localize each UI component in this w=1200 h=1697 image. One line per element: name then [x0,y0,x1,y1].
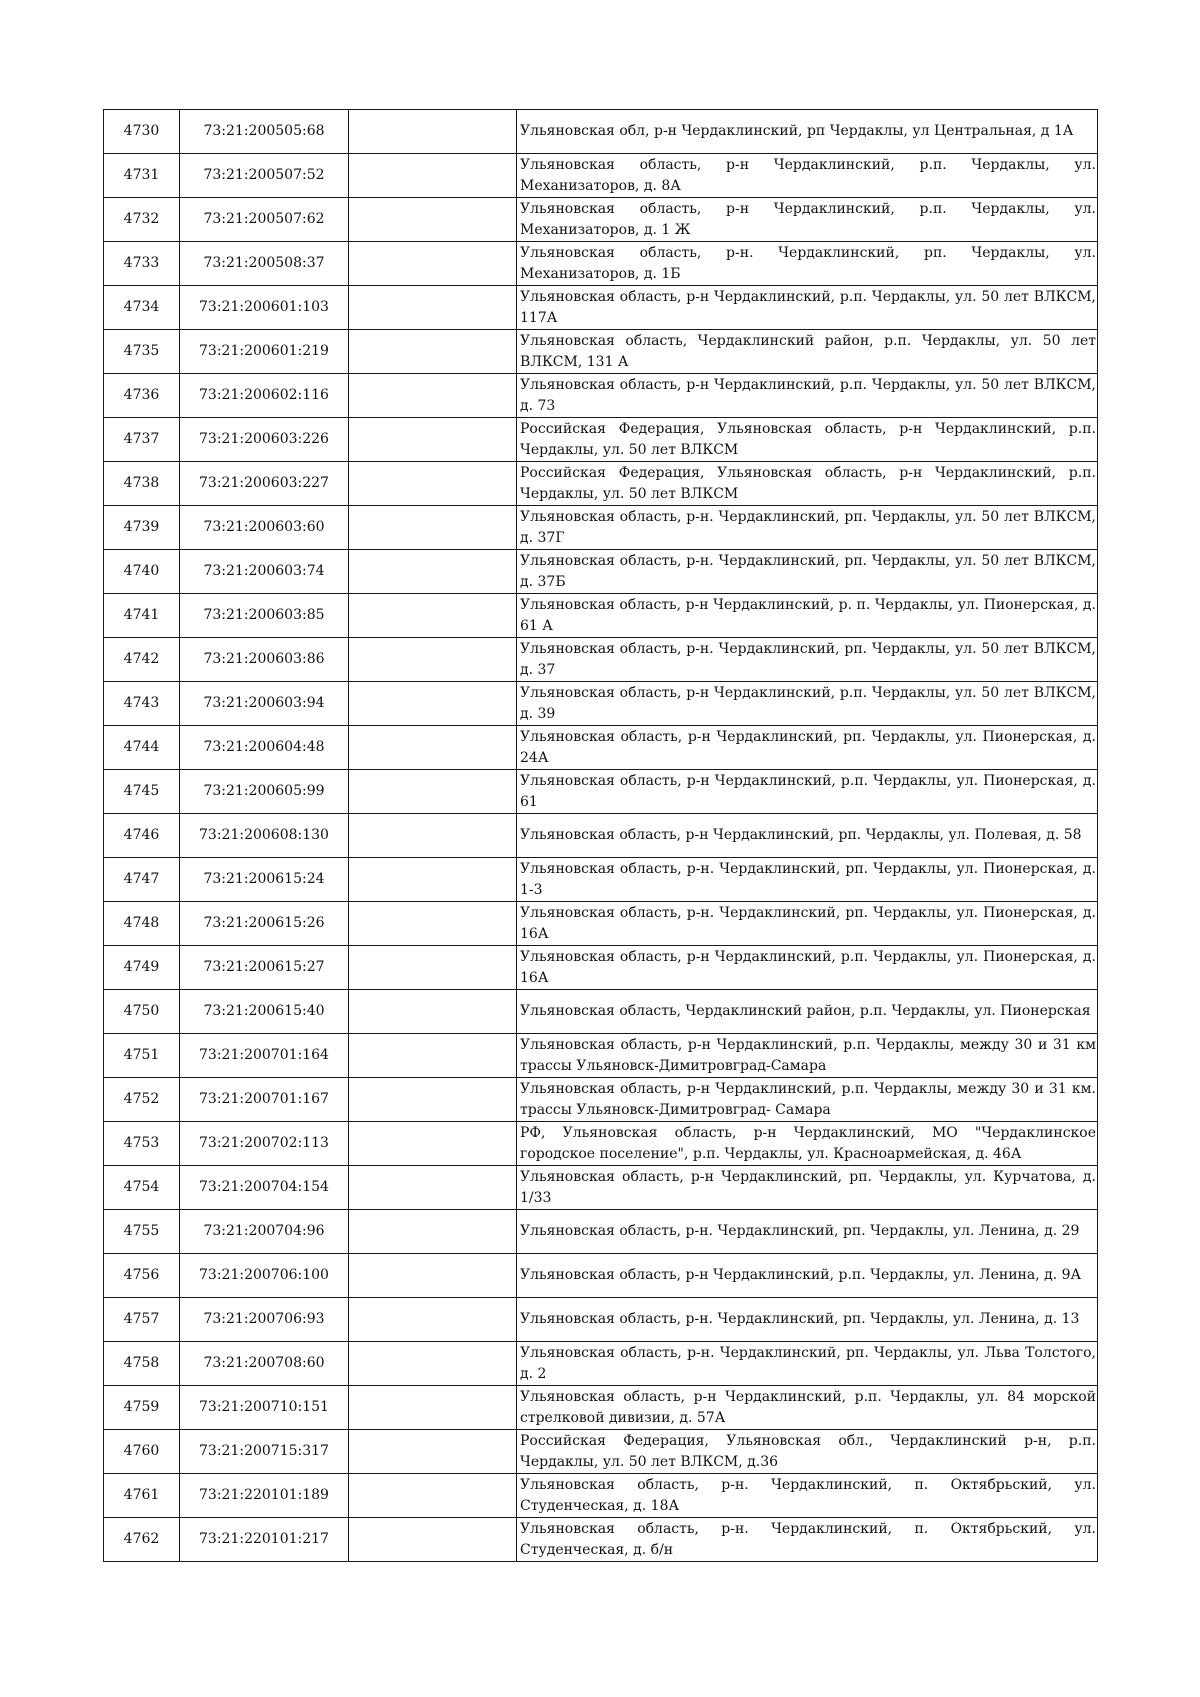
table-row [104,902,1098,946]
cadastral-number-cell: 73:21:200608:130 [180,814,349,858]
cadastral-number-cell: 73:21:200706:93 [180,1298,349,1342]
cadastral-number-cell: 73:21:200605:99 [180,770,349,814]
address-cell: Ульяновская область, р-н Чердаклинский, рп. Чердаклы, ул. Полевая, д. 58 [517,814,1098,858]
cadastral-number-cell: 73:21:200604:48 [180,726,349,770]
row-number-cell: 4761 [104,1474,180,1518]
cadastral-number-cell: 73:21:200715:317 [180,1430,349,1474]
address-cell: Ульяновская область, р-н. Чердаклинский, рп. Чердаклы, ул. 50 лет ВЛКСМ, д. 37 [517,638,1098,682]
row-number-cell: 4757 [104,1298,180,1342]
cadastral-number-cell: 73:21:200603:86 [180,638,349,682]
table-row [104,506,1098,550]
address-cell: Ульяновская область, Чердаклинский район, р.п. Чердаклы, ул. 50 лет ВЛКСМ, 131 А [517,330,1098,374]
address-cell: Ульяновская обл, р-н Чердаклинский, рп Чердаклы, ул Центральная, д 1А [517,110,1098,154]
object-name-cell [349,198,517,242]
cadastral-number-cell: 73:21:200603:74 [180,550,349,594]
address-cell: Ульяновская область, р-н Чердаклинский, р.п. Чердаклы, ул. 50 лет ВЛКСМ, д. 39 [517,682,1098,726]
address-cell: Ульяновская область, р-н. Чердаклинский, рп. Чердаклы, ул. 50 лет ВЛКСМ, д. 37Б [517,550,1098,594]
address-cell: Ульяновская область, Чердаклинский район, р.п. Чердаклы, ул. Пионерская [517,990,1098,1034]
address-cell: Ульяновская область, р-н. Чердаклинский, п. Октябрьский, ул. Студенческая, д. б/н [517,1518,1098,1562]
table-row [104,154,1098,198]
cadastral-number-cell: 73:21:200603:94 [180,682,349,726]
object-name-cell [349,330,517,374]
cadastral-number-cell: 73:21:200704:154 [180,1166,349,1210]
table-row [104,858,1098,902]
table-row [104,1518,1098,1562]
cadastral-number-cell: 73:21:200710:151 [180,1386,349,1430]
object-name-cell [349,1254,517,1298]
object-name-cell [349,462,517,506]
table-body [104,110,1098,1562]
address-cell: Ульяновская область, р-н. Чердаклинский, рп. Чердаклы, ул. 50 лет ВЛКСМ, д. 37Г [517,506,1098,550]
cadastral-number-cell: 73:21:220101:189 [180,1474,349,1518]
object-name-cell [349,990,517,1034]
address-cell: Ульяновская область, р-н Чердаклинский, рп. Чердаклы, ул. Курчатова, д. 1/33 [517,1166,1098,1210]
object-name-cell [349,858,517,902]
row-number-cell: 4743 [104,682,180,726]
row-number-cell: 4735 [104,330,180,374]
table-row [104,286,1098,330]
address-cell: Ульяновская область, р-н Чердаклинский, р.п. Чердаклы, между 30 и 31 км. трассы Ульяновск-Димитровград- Самара [517,1078,1098,1122]
cadastral-number-cell: 73:21:200701:167 [180,1078,349,1122]
table-row [104,550,1098,594]
address-cell: Ульяновская область, р-н Чердаклинский, р.п. Чердаклы, ул. Механизаторов, д. 1 Ж [517,198,1098,242]
address-cell: РФ, Ульяновская область, р-н Чердаклинский, МО "Чердаклинское городское поселение", р.п. Чердаклы, ул. Красноармейская, д. 46А [517,1122,1098,1166]
object-name-cell [349,1034,517,1078]
address-cell: Ульяновская область, р-н Чердаклинский, р.п. Чердаклы, ул. Ленина, д. 9А [517,1254,1098,1298]
cadastral-number-cell: 73:21:200615:24 [180,858,349,902]
cadastral-number-cell: 73:21:200603:227 [180,462,349,506]
row-number-cell: 4760 [104,1430,180,1474]
table-row [104,638,1098,682]
cadastral-number-cell: 73:21:200615:26 [180,902,349,946]
row-number-cell: 4751 [104,1034,180,1078]
row-number-cell: 4740 [104,550,180,594]
table-row [104,1386,1098,1430]
cadastral-number-cell: 73:21:200708:60 [180,1342,349,1386]
table-row [104,1122,1098,1166]
object-name-cell [349,594,517,638]
address-cell: Российская Федерация, Ульяновская область, р-н Чердаклинский, р.п. Чердаклы, ул. 50 лет ВЛКСМ [517,462,1098,506]
address-cell: Ульяновская область, р-н. Чердаклинский, рп. Чердаклы, ул. Ленина, д. 29 [517,1210,1098,1254]
row-number-cell: 4759 [104,1386,180,1430]
address-cell: Ульяновская область, р-н Чердаклинский, р. п. Чердаклы, ул. Пионерская, д. 61 А [517,594,1098,638]
row-number-cell: 4748 [104,902,180,946]
row-number-cell: 4733 [104,242,180,286]
address-cell: Ульяновская область, р-н. Чердаклинский, рп. Чердаклы, ул. Пионерская, д. 16А [517,902,1098,946]
row-number-cell: 4734 [104,286,180,330]
cadastral-number-cell: 73:21:200603:226 [180,418,349,462]
object-name-cell [349,550,517,594]
object-name-cell [349,242,517,286]
address-cell: Ульяновская область, р-н Чердаклинский, р.п. Чердаклы, ул. 50 лет ВЛКСМ, 117А [517,286,1098,330]
cadastral-number-cell: 73:21:200706:100 [180,1254,349,1298]
address-cell: Ульяновская область, р-н. Чердаклинский, рп. Чердаклы, ул. Механизаторов, д. 1Б [517,242,1098,286]
address-cell: Ульяновская область, р-н Чердаклинский, р.п. Чердаклы, ул. 84 морской стрелковой дивизии, д. 57А [517,1386,1098,1430]
object-name-cell [349,1342,517,1386]
table-row [104,110,1098,154]
row-number-cell: 4762 [104,1518,180,1562]
cadastral-number-cell: 73:21:200505:68 [180,110,349,154]
row-number-cell: 4745 [104,770,180,814]
table-row [104,1430,1098,1474]
row-number-cell: 4731 [104,154,180,198]
row-number-cell: 4739 [104,506,180,550]
cadastral-number-cell: 73:21:200603:60 [180,506,349,550]
address-cell: Ульяновская область, р-н Чердаклинский, р.п. Чердаклы, между 30 и 31 км трассы Ульяновск-Димитровград-Самара [517,1034,1098,1078]
property-table [103,109,1098,1562]
address-cell: Ульяновская область, р-н. Чердаклинский, рп. Чердаклы, ул. Пионерская, д. 1-3 [517,858,1098,902]
cadastral-number-cell: 73:21:200507:62 [180,198,349,242]
address-cell: Ульяновская область, р-н Чердаклинский, р.п. Чердаклы, ул. Пионерская, д. 16А [517,946,1098,990]
object-name-cell [349,1210,517,1254]
cadastral-number-cell: 73:21:200601:219 [180,330,349,374]
object-name-cell [349,374,517,418]
table-row [104,770,1098,814]
object-name-cell [349,1078,517,1122]
object-name-cell [349,726,517,770]
object-name-cell [349,506,517,550]
object-name-cell [349,1166,517,1210]
row-number-cell: 4738 [104,462,180,506]
object-name-cell [349,770,517,814]
row-number-cell: 4741 [104,594,180,638]
row-number-cell: 4732 [104,198,180,242]
row-number-cell: 4756 [104,1254,180,1298]
cadastral-number-cell: 73:21:200701:164 [180,1034,349,1078]
table-row [104,462,1098,506]
table-row [104,330,1098,374]
table-row [104,1254,1098,1298]
cadastral-number-cell: 73:21:200704:96 [180,1210,349,1254]
address-cell: Ульяновская область, р-н Чердаклинский, р.п. Чердаклы, ул. Механизаторов, д. 8А [517,154,1098,198]
row-number-cell: 4736 [104,374,180,418]
table-row [104,1078,1098,1122]
row-number-cell: 4750 [104,990,180,1034]
cadastral-number-cell: 73:21:200602:116 [180,374,349,418]
table-row [104,418,1098,462]
cadastral-number-cell: 73:21:200615:40 [180,990,349,1034]
object-name-cell [349,1474,517,1518]
table-row [104,1034,1098,1078]
object-name-cell [349,682,517,726]
address-cell: Ульяновская область, р-н. Чердаклинский, рп. Чердаклы, ул. Льва Толстого, д. 2 [517,1342,1098,1386]
row-number-cell: 4746 [104,814,180,858]
table-row [104,990,1098,1034]
object-name-cell [349,1298,517,1342]
cadastral-number-cell: 73:21:200507:52 [180,154,349,198]
address-cell: Российская Федерация, Ульяновская обл., Чердаклинский р-н, р.п. Чердаклы, ул. 50 лет ВЛКСМ, д.36 [517,1430,1098,1474]
address-cell: Ульяновская область, р-н Чердаклинский, р.п. Чердаклы, ул. Пионерская, д. 61 [517,770,1098,814]
cadastral-number-cell: 73:21:200603:85 [180,594,349,638]
row-number-cell: 4754 [104,1166,180,1210]
object-name-cell [349,814,517,858]
table-row [104,946,1098,990]
address-cell: Российская Федерация, Ульяновская область, р-н Чердаклинский, р.п. Чердаклы, ул. 50 лет ВЛКСМ [517,418,1098,462]
row-number-cell: 4744 [104,726,180,770]
row-number-cell: 4747 [104,858,180,902]
row-number-cell: 4755 [104,1210,180,1254]
object-name-cell [349,1430,517,1474]
address-cell: Ульяновская область, р-н. Чердаклинский, рп. Чердаклы, ул. Ленина, д. 13 [517,1298,1098,1342]
object-name-cell [349,946,517,990]
table-row [104,242,1098,286]
object-name-cell [349,418,517,462]
object-name-cell [349,1518,517,1562]
row-number-cell: 4742 [104,638,180,682]
table-row [104,1166,1098,1210]
table-row [104,1342,1098,1386]
row-number-cell: 4749 [104,946,180,990]
table-row [104,726,1098,770]
table-row [104,1210,1098,1254]
table-row [104,1474,1098,1518]
object-name-cell [349,902,517,946]
row-number-cell: 4730 [104,110,180,154]
table-row [104,198,1098,242]
cadastral-number-cell: 73:21:200601:103 [180,286,349,330]
cadastral-number-cell: 73:21:200508:37 [180,242,349,286]
address-cell: Ульяновская область, р-н Чердаклинский, р.п. Чердаклы, ул. 50 лет ВЛКСМ, д. 73 [517,374,1098,418]
object-name-cell [349,1122,517,1166]
row-number-cell: 4758 [104,1342,180,1386]
object-name-cell [349,1386,517,1430]
table-row [104,374,1098,418]
address-cell: Ульяновская область, р-н. Чердаклинский, п. Октябрьский, ул. Студенческая, д. 18А [517,1474,1098,1518]
cadastral-number-cell: 73:21:220101:217 [180,1518,349,1562]
row-number-cell: 4752 [104,1078,180,1122]
object-name-cell [349,638,517,682]
row-number-cell: 4737 [104,418,180,462]
table-row [104,814,1098,858]
object-name-cell [349,286,517,330]
object-name-cell [349,110,517,154]
cadastral-number-cell: 73:21:200702:113 [180,1122,349,1166]
table-row [104,1298,1098,1342]
object-name-cell [349,154,517,198]
table-row [104,594,1098,638]
cadastral-number-cell: 73:21:200615:27 [180,946,349,990]
address-cell: Ульяновская область, р-н Чердаклинский, рп. Чердаклы, ул. Пионерская, д. 24А [517,726,1098,770]
row-number-cell: 4753 [104,1122,180,1166]
table-row [104,682,1098,726]
